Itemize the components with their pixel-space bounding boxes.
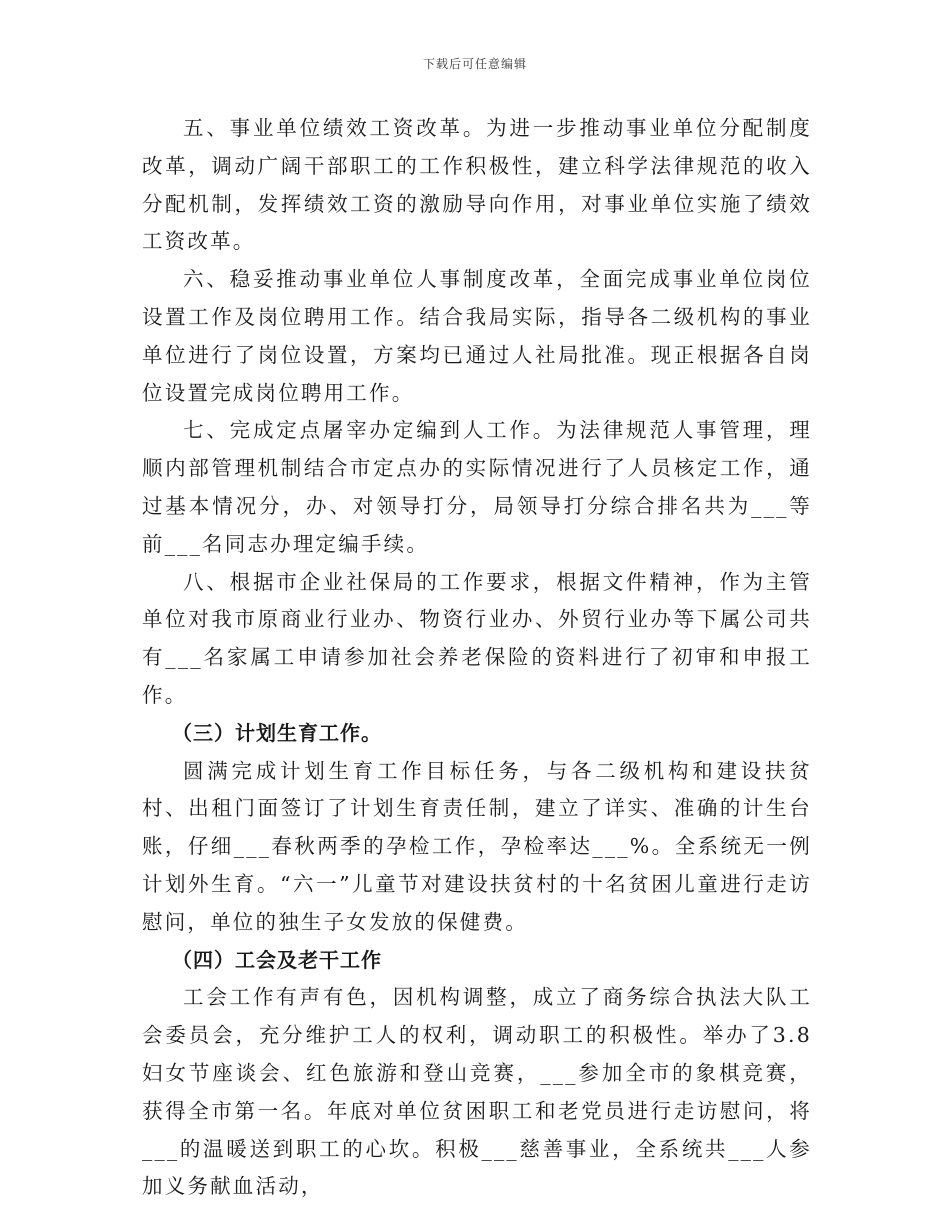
- paragraph-family-planning: 圆满完成计划生育工作目标任务，与各二级机构和建设扶贫村、出租门面签订了计划生育责任制，建立了详实、准确的计生台账，仔细___春秋两季的孕检工作，孕检率达___%。全系统无一例计划外生育。“六一”儿童节对建设扶贫村的十名贫困儿童进行走访慰问，单位的独生子女发放的保健费。: [142, 758, 812, 934]
- paragraph-5: 五、事业单位绩效工资改革。为进一步推动事业单位分配制度改革，调动广阔干部职工的工作积极性，建立科学法律规范的收入分配机制，发挥绩效工资的激励导向作用，对事业单位实施了绩效工资改革。: [142, 116, 812, 254]
- section-heading-union: （四）工会及老干工作: [172, 947, 382, 972]
- paragraph-7: 七、完成定点屠宰办定编到人工作。为法律规范人事管理，理顺内部管理机制结合市定点办的实际情况进行了人员核定工作，通过基本情况分，办、对领导打分，局领导打分综合排名共为___等前___名同志办理定编手续。: [142, 418, 812, 556]
- paragraph-6: 六、稳妥推动事业单位人事制度改革，全面完成事业单位岗位设置工作及岗位聘用工作。结合我局实际，指导各二级机构的事业单位进行了岗位设置，方案均已通过人社局批准。现正根据各自岗位设置完成岗位聘用工作。: [142, 267, 812, 405]
- paragraph-8: 八、根据市企业社保局的工作要求，根据文件精神，作为主管单位对我市原商业行业办、物资行业办、外贸行业办等下属公司共有___名家属工申请参加社会养老保险的资料进行了初审和申报工作。: [142, 569, 812, 707]
- document-body: [142, 110, 812, 1206]
- paragraph-union: 工会工作有声有色，因机构调整，成立了商务综合执法大队工会委员会，充分维护工人的权利，调动职工的积极性。举办了3.8妇女节座谈会、红色旅游和登山竞赛，___参加全市的象棋竞赛，获得全市第一名。年底对单位贫困职工和老党员进行走访慰问，将___的温暖送到职工的心坎。积极___慈善事业，全系统共___人参加义务献血活动，: [142, 985, 812, 1199]
- section-heading-family-planning: （三）计划生育工作。: [172, 720, 382, 745]
- page-header: 下载后可任意编辑: [422, 57, 527, 71]
